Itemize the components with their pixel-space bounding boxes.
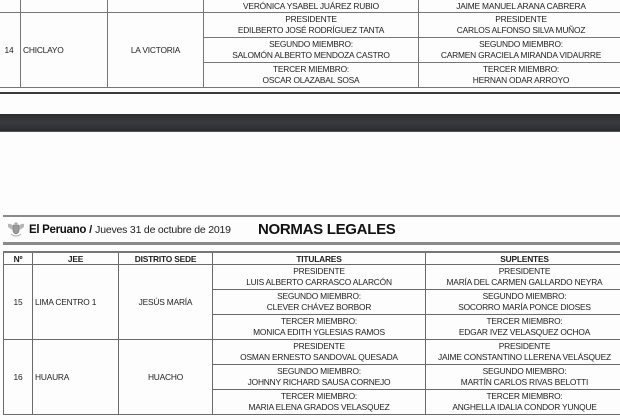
distrito-sede-cell: HUACHO xyxy=(119,340,213,415)
member-name: MONICA EDITH YGLESIAS RAMOS xyxy=(253,327,385,337)
page-divider-line xyxy=(0,92,620,94)
member-name: SALOMÓN ALBERTO MENDOZA CASTRO xyxy=(232,50,390,60)
header-distrito-sede: DISTRITO SEDE xyxy=(119,252,213,265)
titular-presidente-cell xyxy=(213,340,426,365)
titular-tercer-cell xyxy=(213,315,426,340)
member-name: HERNAN ODAR ARROYO xyxy=(472,75,570,85)
table-row xyxy=(0,13,620,38)
member-name: MARTÍN CARLOS RIVAS BELOTTI xyxy=(460,377,589,387)
table-row xyxy=(4,340,620,365)
role-label: TERCER MIEMBRO: xyxy=(486,315,563,326)
role-label: SEGUNDO MIEMBRO: xyxy=(277,365,361,376)
role-label: SEGUNDO MIEMBRO: xyxy=(482,365,567,376)
role-label: TERCER MIEMBRO: xyxy=(280,315,358,326)
masthead-bottom-rule xyxy=(3,242,620,245)
member-name: OSMAN ERNESTO SANDOVAL QUESADA xyxy=(240,352,398,362)
publication-date: Jueves 31 de octubre de 2019 xyxy=(95,223,231,236)
suplente-presidente-cell xyxy=(426,340,620,365)
header-jee: JEE xyxy=(33,252,119,265)
member-name: ANGHELLA IDALIA CONDOR YUNQUE xyxy=(452,402,597,412)
header-titulares: TITULARES xyxy=(213,252,426,265)
member-name: JOHNNY RICHARD SAUSA CORNEJO xyxy=(247,377,391,387)
suplente-segundo-cell xyxy=(426,290,620,315)
role-label: PRESIDENTE xyxy=(293,265,345,276)
jee-members-table xyxy=(3,251,620,415)
member-name: SOCORRO MARÍA PONCE DIOSES xyxy=(458,302,591,312)
member-name: OSCAR OLAZABAL SOSA xyxy=(262,75,360,85)
member-name: VERÓNICA YSABEL JUÁREZ RUBIO xyxy=(243,0,379,11)
row-number: 15 xyxy=(4,265,33,340)
role-label: PRESIDENTE xyxy=(285,13,337,24)
role-label: PRESIDENTE xyxy=(498,340,551,351)
coat-of-arms-icon xyxy=(7,222,25,238)
section-title: NORMAS LEGALES xyxy=(258,221,396,238)
role-label: SEGUNDO MIEMBRO: xyxy=(277,290,361,301)
role-label: PRESIDENTE xyxy=(495,13,547,24)
titular-tercer-cell xyxy=(213,390,426,415)
role-label: PRESIDENTE xyxy=(498,265,551,276)
suplentes-cell xyxy=(419,0,620,13)
suplente-segundo-cell xyxy=(426,365,620,390)
masthead-separator: / xyxy=(89,223,93,236)
member-name: MARÍA DEL CARMEN GALLARDO NEYRA xyxy=(446,277,603,287)
member-name: CARMEN GRACIELA MIRANDA VIDAURRE xyxy=(440,50,602,60)
header-number: Nº xyxy=(4,252,33,265)
member-name: LUIS ALBERTO CARRASCO ALARCÓN xyxy=(246,277,392,287)
table-header-row xyxy=(4,252,620,265)
role-label: TERCER MIEMBRO: xyxy=(280,390,358,401)
jee-cell: LIMA CENTRO 1 xyxy=(33,265,119,340)
role-label: SEGUNDO MIEMBRO: xyxy=(479,38,563,49)
role-label: TERCER MIEMBRO: xyxy=(272,63,350,74)
suplente-tercer-cell xyxy=(419,63,620,88)
member-name: CARLOS ALFONSO SILVA MUÑOZ xyxy=(456,25,586,35)
table-row xyxy=(4,265,620,290)
member-name: CLEVER CHÁVEZ BORBOR xyxy=(266,302,372,312)
suplente-segundo-cell xyxy=(419,38,620,63)
titular-presidente-cell xyxy=(204,13,419,38)
newspaper-name: El Peruano xyxy=(29,223,87,236)
row-number: 16 xyxy=(4,340,33,415)
member-name: MARIA ELENA GRADOS VELASQUEZ xyxy=(248,402,390,412)
role-label: SEGUNDO MIEMBRO: xyxy=(269,38,353,49)
titular-segundo-cell xyxy=(213,290,426,315)
member-name: JAIME CONSTANTINO LLERENA VELÁSQUEZ xyxy=(438,352,611,362)
titular-presidente-cell xyxy=(213,265,426,290)
previous-page-table xyxy=(0,0,620,88)
member-name: EDGAR IVEZ VELASQUEZ OCHOA xyxy=(458,327,591,337)
suplente-presidente-cell xyxy=(419,13,620,38)
page-break-band xyxy=(0,114,620,132)
masthead xyxy=(3,217,620,242)
header-suplentes: SUPLENTES xyxy=(426,252,620,265)
distrito-sede-cell: LA VICTORIA xyxy=(108,13,204,88)
suplente-tercer-cell xyxy=(426,390,620,415)
member-name: EDILBERTO JOSÉ RODRÍGUEZ TANTA xyxy=(237,25,385,35)
distrito-sede-cell: JESÚS MARÍA xyxy=(119,265,213,340)
titular-tercer-cell xyxy=(204,63,419,88)
suplente-tercer-cell xyxy=(426,315,620,340)
jee-cell: HUAURA xyxy=(33,340,119,415)
role-label: TERCER MIEMBRO: xyxy=(486,390,563,401)
member-name: JAIME MANUEL ARANA CABRERA xyxy=(456,0,586,11)
suplente-presidente-cell xyxy=(426,265,620,290)
titulares-cell xyxy=(204,0,419,13)
role-label: PRESIDENTE xyxy=(293,340,345,351)
role-label: SEGUNDO MIEMBRO: xyxy=(482,290,567,301)
role-label: TERCER MIEMBRO: xyxy=(482,63,560,74)
titular-segundo-cell xyxy=(204,38,419,63)
titular-segundo-cell xyxy=(213,365,426,390)
row-number: 14 xyxy=(0,13,21,88)
table-row-partial xyxy=(0,0,620,13)
jee-cell: CHICLAYO xyxy=(21,13,108,88)
